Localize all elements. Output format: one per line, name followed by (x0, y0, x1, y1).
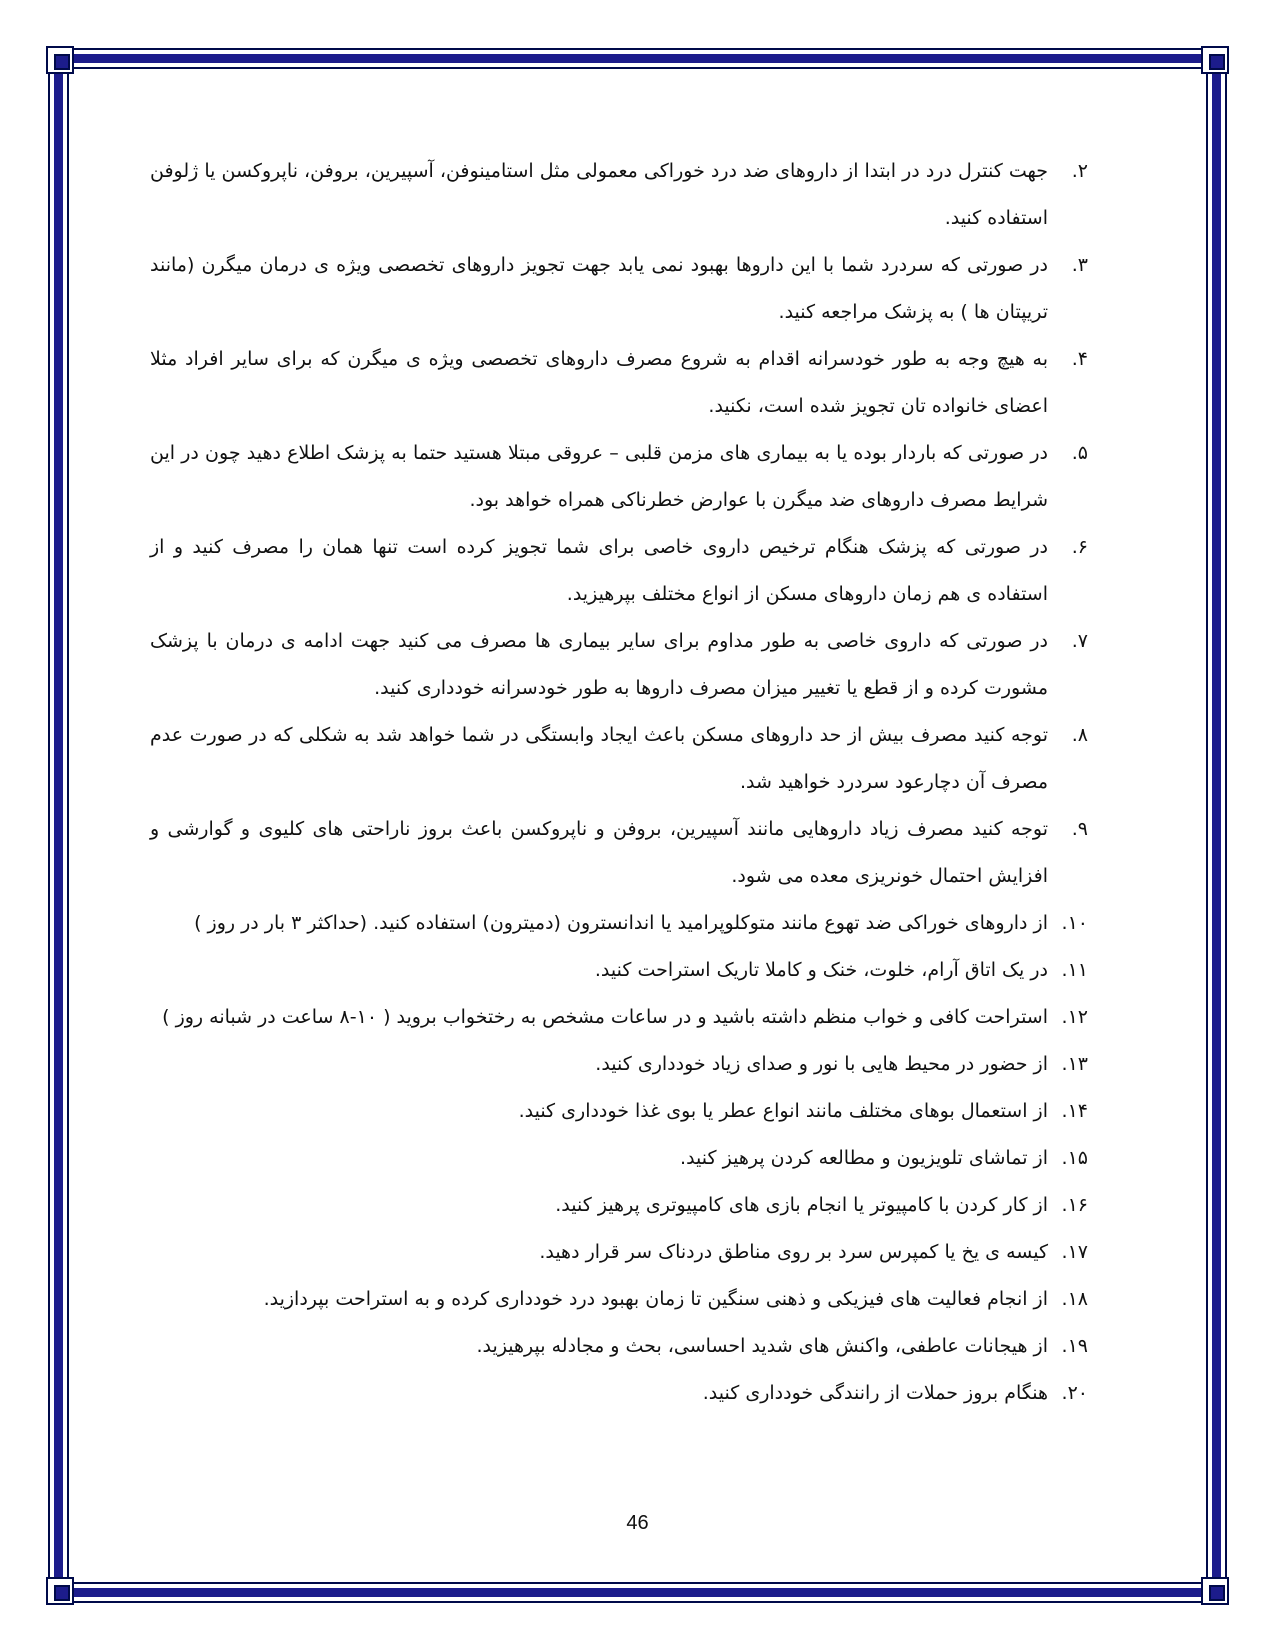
item-number: ۲. (1071, 160, 1088, 182)
item-text: از کار کردن با کامپیوتر یا انجام بازی های کامپیوتری پرهیز کنید. (555, 1194, 1048, 1216)
list-item (150, 618, 1088, 712)
item-text: در صورتی که داروی خاصی به طور مداوم برای سایر بیماری ها مصرف می کنید جهت ادامه ی درمان با پزشک مشورت کرده و از قطع یا تغییر میزان مصرف داروها به طور خودسرانه خودداری کنید. (150, 630, 1048, 699)
item-number: ۲۰. (1061, 1382, 1088, 1404)
corner-ornament-bottom-right (1201, 1577, 1229, 1605)
list-item (150, 1370, 1088, 1417)
item-text: از حضور در محیط هایی با نور و صدای زیاد خودداری کنید. (595, 1053, 1048, 1075)
item-text: در صورتی که پزشک هنگام ترخیص داروی خاصی برای شما تجویز کرده است تنها همان را مصرف کنید و از استفاده ی هم زمان داروهای مسکن از انواع مختلف بپرهیزید. (150, 536, 1048, 605)
item-text: از استعمال بوهای مختلف مانند انواع عطر یا بوی غذا خودداری کنید. (518, 1100, 1048, 1122)
item-text: کیسه ی یخ یا کمپرس سرد بر روی مناطق دردناک سر قرار دهید. (539, 1241, 1048, 1263)
item-text: استراحت کافی و خواب منظم داشته باشید و در ساعات مشخص به رختخواب بروید ( ۱۰-۸ ساعت در شبانه روز ) (162, 1006, 1048, 1028)
list-item (150, 994, 1088, 1041)
item-number: ۱۷. (1061, 1241, 1088, 1263)
item-number: ۱۴. (1061, 1100, 1088, 1122)
item-text: در یک اتاق آرام، خلوت، خنک و کاملا تاریک استراحت کنید. (594, 959, 1048, 981)
item-number: ۹. (1071, 818, 1088, 840)
item-number: ۴. (1071, 348, 1088, 370)
item-text: توجه کنید مصرف بیش از حد داروهای مسکن باعث ایجاد وابستگی در شما خواهد شد به شکلی که در صورت عدم مصرف آن دچارعود سردرد خواهید شد. (150, 724, 1048, 793)
list-item (150, 1229, 1088, 1276)
item-text: به هیچ وجه به طور خودسرانه اقدام به شروع مصرف داروهای تخصصی ویژه ی میگرن که برای سایر افراد مثلا اعضای خانواده تان تجویز شده است، نکنید. (150, 348, 1048, 417)
list-item (150, 336, 1088, 430)
list-item (150, 148, 1088, 242)
item-text: از انجام فعالیت های فیزیکی و ذهنی سنگین تا زمان بهبود درد خودداری کرده و به استراحت بپردازید. (263, 1288, 1048, 1310)
item-number: ۱۹. (1061, 1335, 1088, 1357)
numbered-list (150, 148, 1088, 1417)
item-text: از هیجانات عاطفی، واکنش های شدید احساسی، بحث و مجادله بپرهیزید. (476, 1335, 1048, 1357)
list-item (150, 712, 1088, 806)
list-item (150, 524, 1088, 618)
list-item (150, 1276, 1088, 1323)
list-item (150, 1182, 1088, 1229)
item-number: ۷. (1071, 630, 1088, 652)
item-number: ۱۲. (1061, 1006, 1088, 1028)
item-text: هنگام بروز حملات از رانندگی خودداری کنید. (702, 1382, 1048, 1404)
item-number: ۱۶. (1061, 1194, 1088, 1216)
item-text: از تماشای تلویزیون و مطالعه کردن پرهیز کنید. (680, 1147, 1048, 1169)
item-number: ۱۱. (1061, 959, 1088, 981)
item-number: ۶. (1071, 536, 1088, 558)
item-text: جهت کنترل درد در ابتدا از داروهای ضد درد خوراکی معمولی مثل استامینوفن، آسپیرین، بروفن، ناپروکسن یا ژلوفن استفاده کنید. (150, 160, 1048, 229)
corner-ornament-top-left (46, 46, 74, 74)
list-item (150, 1323, 1088, 1370)
list-item (150, 947, 1088, 994)
list-item (150, 1088, 1088, 1135)
item-number: ۱۳. (1061, 1053, 1088, 1075)
item-text: توجه کنید مصرف زیاد داروهایی مانند آسپیرین، بروفن و ناپروکسن باعث بروز ناراحتی های کلیوی و گوارشی و افزایش احتمال خونریزی معده می شود. (150, 818, 1048, 887)
item-text: در صورتی که باردار بوده یا به بیماری های مزمن قلبی – عروقی مبتلا هستید حتما به پزشک اطلاع دهید چون در این شرایط مصرف داروهای ضد میگرن با عوارض خطرناکی همراه خواهد بود. (150, 442, 1048, 511)
corner-ornament-bottom-left (46, 1577, 74, 1605)
item-text: از داروهای خوراکی ضد تهوع مانند متوکلوپرامید یا اندانسترون (دمیترون) استفاده کنید. (حداکثر ۳ بار در روز ) (194, 912, 1048, 934)
list-item (150, 430, 1088, 524)
item-number: ۵. (1071, 442, 1088, 464)
item-number: ۱۰. (1061, 912, 1088, 934)
item-number: ۱۸. (1061, 1288, 1088, 1310)
list-item (150, 1041, 1088, 1088)
list-item (150, 242, 1088, 336)
list-item (150, 806, 1088, 900)
item-number: ۳. (1071, 254, 1088, 276)
corner-ornament-top-right (1201, 46, 1229, 74)
list-item (150, 1135, 1088, 1182)
page-number: 46 (626, 1512, 649, 1534)
list-item (150, 900, 1088, 947)
item-number: ۸. (1071, 724, 1088, 746)
item-number: ۱۵. (1061, 1147, 1088, 1169)
item-text: در صورتی که سردرد شما با این داروها بهبود نمی یابد جهت تجویز داروهای تخصصی ویژه ی درمان میگرن (مانند تریپتان ها ) به پزشک مراجعه کنید. (150, 254, 1048, 323)
